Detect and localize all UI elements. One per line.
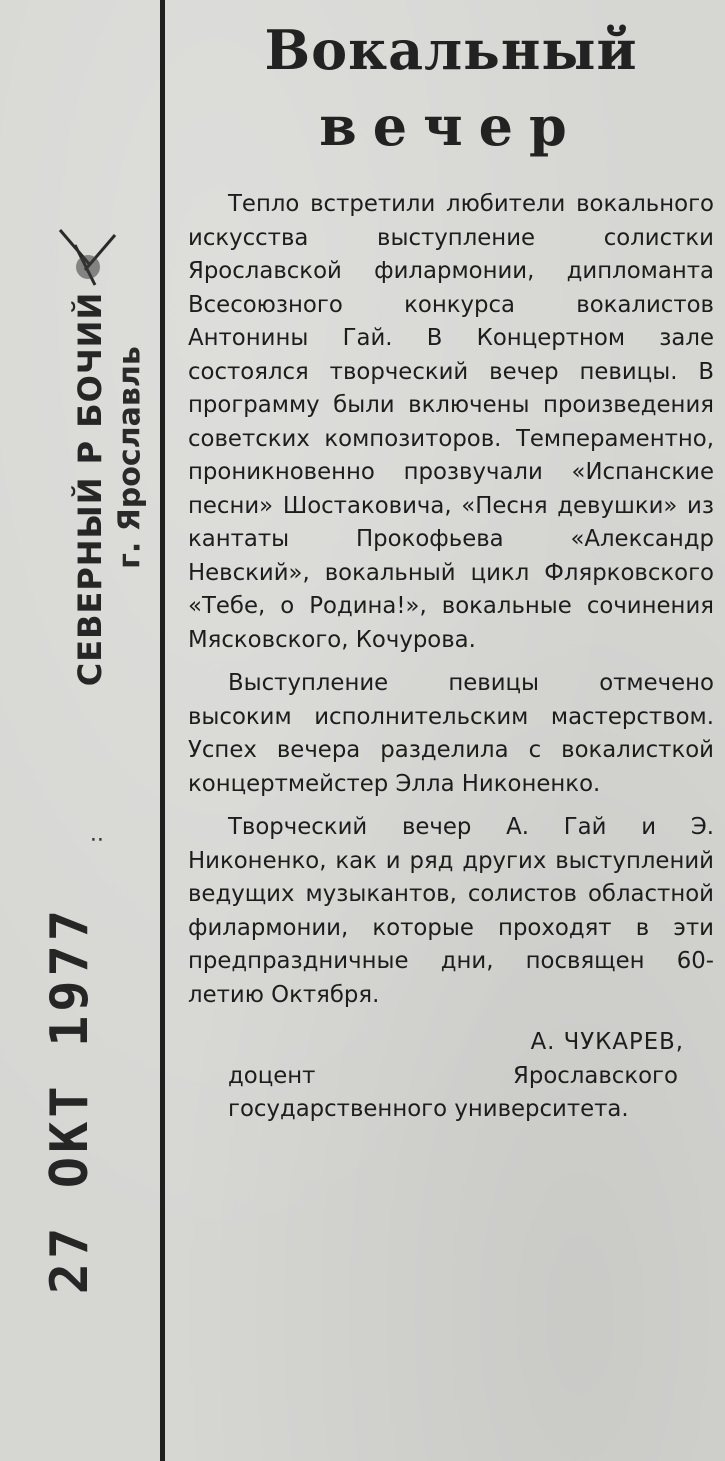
article xyxy=(188,14,714,1127)
article-paragraph-3: Творческий вечер А. Гай и Э. Никоненко, как и ряд других выступлений ведущих музыкантов, солистов областной филармонии, которые проходят в эти предпраздничные дни, посвящен 60-летию Октября. xyxy=(188,814,714,1008)
article-paragraph-1: Тепло встретили любители вокального искусства выступление солистки Ярославской филармонии, дипломанта Всесоюзного конкурса вокалистов Антонины Гай. В Концертном зале состоялся творческий вечер певицы. В программу были включены произведения советских композиторов. Темпераментно, проникновенно прозвучали «Испанские песни» Шостаковича, «Песня девушки» из кантаты Прокофьева «Александр Невский», вокальный цикл Флярковского «Тебе, о Родина!», вокальные сочинения Мясковского, Кочурова. xyxy=(188,191,714,653)
stamp-mark: ⋅⋅ xyxy=(90,828,104,853)
city-stamp: г. Ярославль xyxy=(112,346,148,569)
article-paragraph-2: Выступление певицы отмечено высоким исполнительским мастерством. Успех вечера разделила с вокалисткой концертмейстер Элла Никоненко. xyxy=(188,670,714,797)
newspaper-name-stamp: СЕВЕРНЫЙ Р БОЧИЙ xyxy=(71,291,109,687)
author-name: А. ЧУКАРЕВ, xyxy=(530,1029,684,1055)
date-stamp: 27 ОКТ 1977 xyxy=(40,905,100,1295)
ink-smudge xyxy=(55,225,125,295)
column-divider xyxy=(160,0,165,1461)
author-title: доцент Ярославского государственного университета. xyxy=(228,1062,678,1122)
article-title-line-2: вечер xyxy=(319,94,583,158)
article-title-line-1: Вокальный xyxy=(264,18,638,82)
author-block xyxy=(188,1026,714,1127)
